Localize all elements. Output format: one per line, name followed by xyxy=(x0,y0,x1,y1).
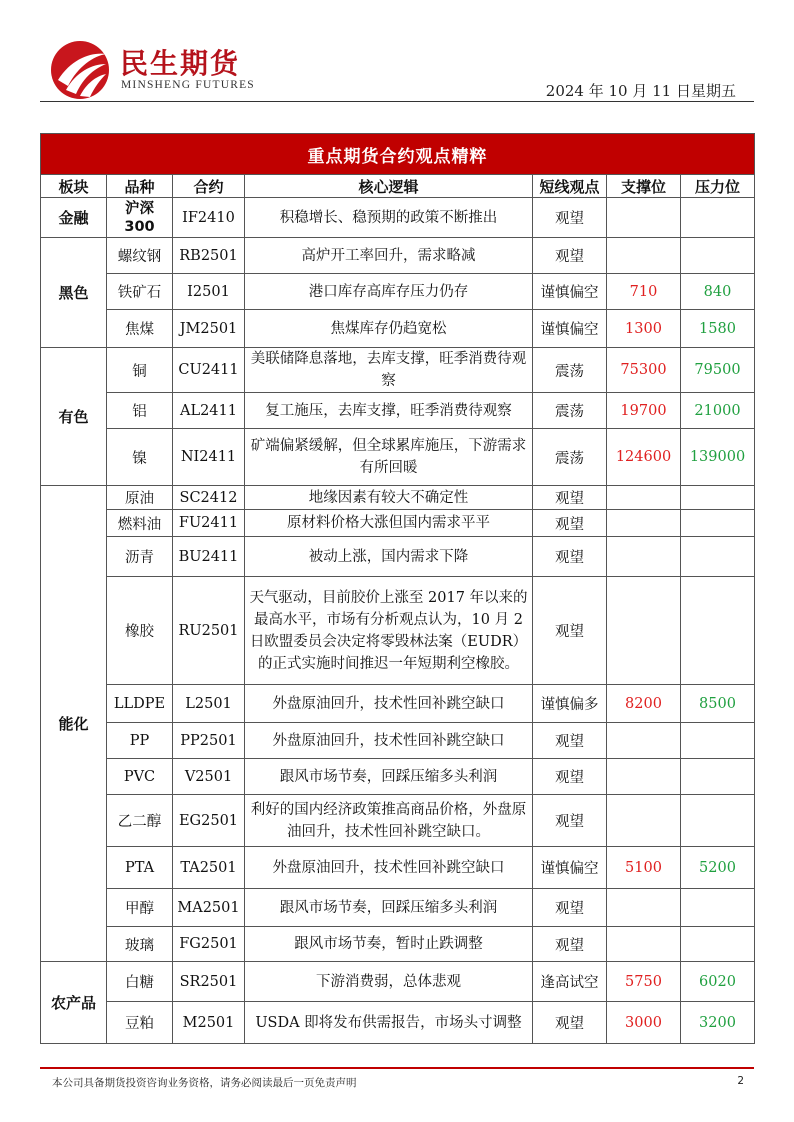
support-cell xyxy=(607,486,681,510)
variety-cell: 镍 xyxy=(107,429,173,486)
resistance-cell xyxy=(681,795,755,847)
contract-cell: RU2501 xyxy=(173,577,245,685)
page-header xyxy=(0,0,794,105)
contract-cell: JM2501 xyxy=(173,310,245,348)
variety-cell: 铁矿石 xyxy=(107,274,173,310)
table-row xyxy=(41,759,755,795)
logic-cell: 外盘原油回升，技术性回补跳空缺口 xyxy=(245,723,533,759)
variety-cell: 沥青 xyxy=(107,537,173,577)
resistance-cell: 3200 xyxy=(681,1002,755,1044)
contract-cell: M2501 xyxy=(173,1002,245,1044)
table-row xyxy=(41,795,755,847)
view-cell: 观望 xyxy=(533,795,607,847)
variety-cell: 甲醇 xyxy=(107,889,173,927)
logic-cell: 跟风市场节奏，回踩压缩多头利润 xyxy=(245,759,533,795)
resistance-cell xyxy=(681,510,755,537)
contract-cell: MA2501 xyxy=(173,889,245,927)
view-cell: 观望 xyxy=(533,927,607,962)
table-row xyxy=(41,510,755,537)
logic-cell: 港口库存高库存压力仍存 xyxy=(245,274,533,310)
table-row xyxy=(41,577,755,685)
variety-cell: 原油 xyxy=(107,486,173,510)
table-row xyxy=(41,1002,755,1044)
column-header-contract: 合约 xyxy=(173,175,245,198)
footer-divider xyxy=(40,1067,754,1069)
variety-cell: 沪深300 xyxy=(107,198,173,238)
view-cell: 震荡 xyxy=(533,393,607,429)
table-row xyxy=(41,927,755,962)
logic-cell: 焦煤库存仍趋宽松 xyxy=(245,310,533,348)
table-row xyxy=(41,847,755,889)
logic-cell: 天气驱动，目前胶价上涨至 2017 年以来的最高水平，市场有分析观点认为，10 月 2 日欧盟委员会决定将零毁林法案（EUDR）的正式实施时间推迟一年短期利空橡胶。 xyxy=(245,577,533,685)
variety-cell: PP xyxy=(107,723,173,759)
page-number: 2 xyxy=(737,1075,744,1087)
support-cell: 8200 xyxy=(607,685,681,723)
footer-disclaimer: 本公司具备期货投资咨询业务资格，请务必阅读最后一页免责声明 xyxy=(52,1077,357,1089)
futures-view-table xyxy=(40,133,755,1044)
resistance-cell: 79500 xyxy=(681,348,755,393)
logic-cell: 下游消费弱，总体悲观 xyxy=(245,962,533,1002)
variety-cell: 橡胶 xyxy=(107,577,173,685)
resistance-cell: 139000 xyxy=(681,429,755,486)
variety-cell: 豆粕 xyxy=(107,1002,173,1044)
report-date: 2024 年 10 月 11 日星期五 xyxy=(545,82,736,100)
contract-cell: AL2411 xyxy=(173,393,245,429)
sector-cell: 能化 xyxy=(41,486,107,962)
table-row xyxy=(41,274,755,310)
contract-cell: RB2501 xyxy=(173,238,245,274)
variety-cell: 乙二醇 xyxy=(107,795,173,847)
resistance-cell: 6020 xyxy=(681,962,755,1002)
resistance-cell xyxy=(681,927,755,962)
view-cell: 观望 xyxy=(533,238,607,274)
support-cell: 19700 xyxy=(607,393,681,429)
table-row xyxy=(41,486,755,510)
variety-cell: 白糖 xyxy=(107,962,173,1002)
view-cell: 观望 xyxy=(533,759,607,795)
resistance-cell xyxy=(681,577,755,685)
sector-cell: 黑色 xyxy=(41,238,107,348)
resistance-cell: 5200 xyxy=(681,847,755,889)
support-cell xyxy=(607,723,681,759)
variety-cell: 铝 xyxy=(107,393,173,429)
table-row xyxy=(41,393,755,429)
support-cell xyxy=(607,537,681,577)
support-cell: 5750 xyxy=(607,962,681,1002)
table-row xyxy=(41,238,755,274)
contract-cell: FG2501 xyxy=(173,927,245,962)
logic-cell: 矿端偏紧缓解，但全球累库施压，下游需求有所回暖 xyxy=(245,429,533,486)
logic-cell: USDA 即将发布供需报告，市场头寸调整 xyxy=(245,1002,533,1044)
logic-cell: 原材料价格大涨但国内需求平平 xyxy=(245,510,533,537)
variety-cell: PVC xyxy=(107,759,173,795)
contract-cell: PP2501 xyxy=(173,723,245,759)
variety-cell: 螺纹钢 xyxy=(107,238,173,274)
table-row xyxy=(41,310,755,348)
support-cell xyxy=(607,577,681,685)
resistance-cell xyxy=(681,537,755,577)
view-cell: 逢高试空 xyxy=(533,962,607,1002)
support-cell xyxy=(607,198,681,238)
contract-cell: SR2501 xyxy=(173,962,245,1002)
sector-cell: 金融 xyxy=(41,198,107,238)
table-row xyxy=(41,723,755,759)
support-cell xyxy=(607,238,681,274)
sector-cell: 农产品 xyxy=(41,962,107,1044)
logic-cell: 外盘原油回升，技术性回补跳空缺口 xyxy=(245,847,533,889)
view-cell: 观望 xyxy=(533,198,607,238)
view-cell: 谨慎偏多 xyxy=(533,685,607,723)
view-cell: 观望 xyxy=(533,510,607,537)
view-cell: 观望 xyxy=(533,723,607,759)
header-divider xyxy=(40,101,754,102)
resistance-cell: 1580 xyxy=(681,310,755,348)
resistance-cell xyxy=(681,486,755,510)
view-cell: 谨慎偏空 xyxy=(533,310,607,348)
logic-cell: 被动上涨，国内需求下降 xyxy=(245,537,533,577)
variety-cell: 焦煤 xyxy=(107,310,173,348)
support-cell xyxy=(607,795,681,847)
resistance-cell xyxy=(681,723,755,759)
resistance-cell xyxy=(681,889,755,927)
resistance-cell xyxy=(681,238,755,274)
view-cell: 观望 xyxy=(533,1002,607,1044)
logic-cell: 地缘因素有较大不确定性 xyxy=(245,486,533,510)
sector-cell: 有色 xyxy=(41,348,107,486)
brand-name-en: MINSHENG FUTURES xyxy=(121,79,255,91)
logic-cell: 跟风市场节奏，回踩压缩多头利润 xyxy=(245,889,533,927)
table-row xyxy=(41,537,755,577)
view-cell: 观望 xyxy=(533,889,607,927)
resistance-cell: 8500 xyxy=(681,685,755,723)
logic-cell: 复工施压，去库支撑，旺季消费待观察 xyxy=(245,393,533,429)
table-row xyxy=(41,429,755,486)
contract-cell: SC2412 xyxy=(173,486,245,510)
contract-cell: EG2501 xyxy=(173,795,245,847)
table-row xyxy=(41,348,755,393)
logic-cell: 美联储降息落地，去库支撑，旺季消费待观察 xyxy=(245,348,533,393)
table-row xyxy=(41,198,755,238)
support-cell xyxy=(607,889,681,927)
table-row xyxy=(41,962,755,1002)
variety-cell: 玻璃 xyxy=(107,927,173,962)
logic-cell: 跟风市场节奏，暂时止跌调整 xyxy=(245,927,533,962)
support-cell: 710 xyxy=(607,274,681,310)
view-cell: 观望 xyxy=(533,577,607,685)
resistance-cell: 21000 xyxy=(681,393,755,429)
variety-cell: 铜 xyxy=(107,348,173,393)
minsheng-logo-icon xyxy=(50,40,110,100)
contract-cell: I2501 xyxy=(173,274,245,310)
contract-cell: V2501 xyxy=(173,759,245,795)
column-header-view: 短线观点 xyxy=(533,175,607,198)
logic-cell: 外盘原油回升，技术性回补跳空缺口 xyxy=(245,685,533,723)
contract-cell: IF2410 xyxy=(173,198,245,238)
resistance-cell xyxy=(681,759,755,795)
logic-cell: 高炉开工率回升，需求略减 xyxy=(245,238,533,274)
view-cell: 谨慎偏空 xyxy=(533,847,607,889)
variety-cell: PTA xyxy=(107,847,173,889)
logic-cell: 积稳增长、稳预期的政策不断推出 xyxy=(245,198,533,238)
contract-cell: L2501 xyxy=(173,685,245,723)
support-cell xyxy=(607,759,681,795)
support-cell xyxy=(607,927,681,962)
support-cell: 5100 xyxy=(607,847,681,889)
column-header-support: 支撑位 xyxy=(607,175,681,198)
contract-cell: TA2501 xyxy=(173,847,245,889)
support-cell: 3000 xyxy=(607,1002,681,1044)
support-cell: 124600 xyxy=(607,429,681,486)
table-row xyxy=(41,889,755,927)
brand-name-cn: 民生期货 xyxy=(120,47,241,80)
logic-cell: 利好的国内经济政策推高商品价格，外盘原油回升，技术性回补跳空缺口。 xyxy=(245,795,533,847)
contract-cell: CU2411 xyxy=(173,348,245,393)
variety-cell: LLDPE xyxy=(107,685,173,723)
support-cell xyxy=(607,510,681,537)
column-header-resistance: 压力位 xyxy=(681,175,755,198)
table-row xyxy=(41,685,755,723)
column-header-variety: 品种 xyxy=(107,175,173,198)
table-title: 重点期货合约观点精粹 xyxy=(41,134,755,175)
view-cell: 观望 xyxy=(533,537,607,577)
contract-cell: BU2411 xyxy=(173,537,245,577)
resistance-cell xyxy=(681,198,755,238)
view-cell: 震荡 xyxy=(533,429,607,486)
view-cell: 震荡 xyxy=(533,348,607,393)
support-cell: 75300 xyxy=(607,348,681,393)
support-cell: 1300 xyxy=(607,310,681,348)
view-cell: 观望 xyxy=(533,486,607,510)
resistance-cell: 840 xyxy=(681,274,755,310)
view-cell: 谨慎偏空 xyxy=(533,274,607,310)
column-header-sector: 板块 xyxy=(41,175,107,198)
variety-cell: 燃料油 xyxy=(107,510,173,537)
column-header-logic: 核心逻辑 xyxy=(245,175,533,198)
contract-cell: FU2411 xyxy=(173,510,245,537)
contract-cell: NI2411 xyxy=(173,429,245,486)
